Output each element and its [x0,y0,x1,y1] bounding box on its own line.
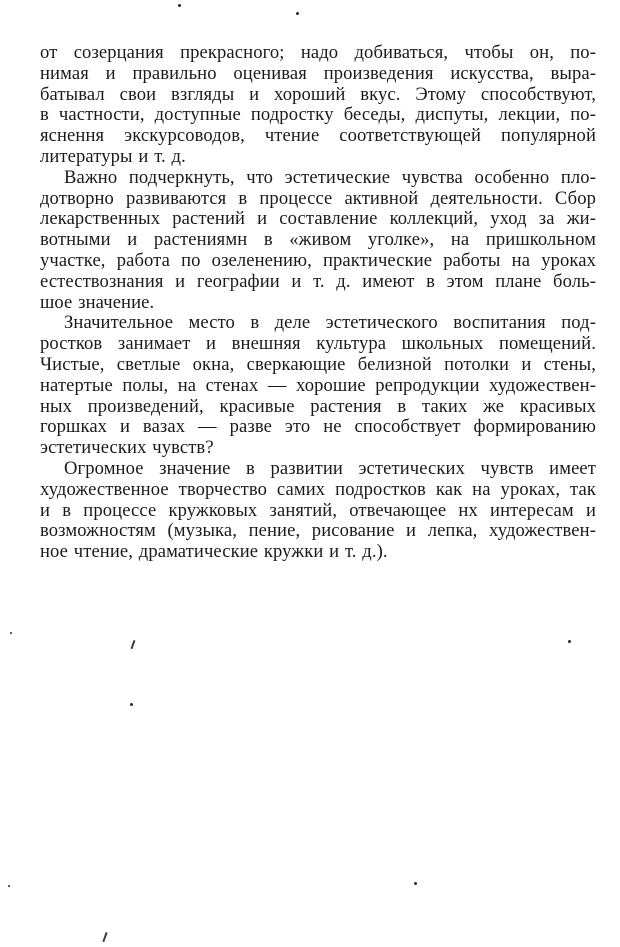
text-line: Значительное место в деле эстетического воспитания под- [64,312,596,334]
text-line: литературы и т. д. [40,145,186,167]
scan-speck [414,882,417,885]
scan-speck [10,632,12,634]
text-line: Чистые, светлые окна, сверкающие белизной потолки и стены, [40,353,596,375]
text-line: возможностям (музыка, пение, рисование и лепка, художествен- [40,520,596,542]
scan-speck [178,4,181,7]
paragraph-3 [40,313,596,459]
paragraph-2 [40,168,596,314]
text-line: Важно подчеркнуть, что эстетические чувства особенно пло- [64,166,596,188]
text-line: дотворно развиваются в процессе активной деятельности. Сбор [40,187,596,209]
text-line: в частности, доступные подросткy беседы, диспуты, лекции, по- [40,104,596,126]
text-line: батывал свои взгляды и хороший вкус. Этому способствуют, [40,83,596,105]
scan-speck [296,12,299,15]
scan-mark [102,932,107,942]
text-line: яснення экскурсоводов, чтение соответствующей популярной [40,125,596,147]
scan-speck [8,885,10,887]
body-text [40,43,596,563]
text-line: естествознания и географии и т. д. имеют в этом плане боль- [40,270,596,292]
paragraph-4 [40,459,596,563]
text-line: шое значение. [40,291,155,313]
text-line: ных произведений, красивые растения в таких же красивых [40,395,596,417]
scan-mark [131,640,135,649]
scan-speck [568,640,571,643]
text-line: от созерцания прекрасного; надо добиваться, чтобы он, по- [40,42,596,63]
paragraph-1 [40,43,596,168]
text-line: и в процессе кружковых занятий, отвечающее нх интересам и [40,499,596,521]
text-line: горшках и вазах — разве это не способствует формированию [40,416,596,438]
text-line: участке, работа по озеленению, практические работы на уроках [40,249,596,271]
text-line: Огромное значение в развитии эстетических чувств имеет [64,457,596,479]
text-line: ное чтение, драматические кружки и т. д.). [40,541,388,563]
scan-speck [130,703,133,706]
text-line: эстетических чувств? [40,437,214,459]
text-line: вотными и растениямн в «живом уголке», на пришкольном [40,229,596,251]
text-line: художественное творчество самих подростков как на уроках, так [40,478,596,500]
text-line: натертые полы, на стенах — хорошие репродукции художествен- [40,374,596,396]
text-line: ростков занимает и внешняя культура школьных помещений. [40,333,596,355]
text-line: лекарственных растений и составление коллекций, уход за жи- [40,208,596,230]
text-line: нимая и правильно оценивая произведения искусства, выра- [40,62,596,84]
